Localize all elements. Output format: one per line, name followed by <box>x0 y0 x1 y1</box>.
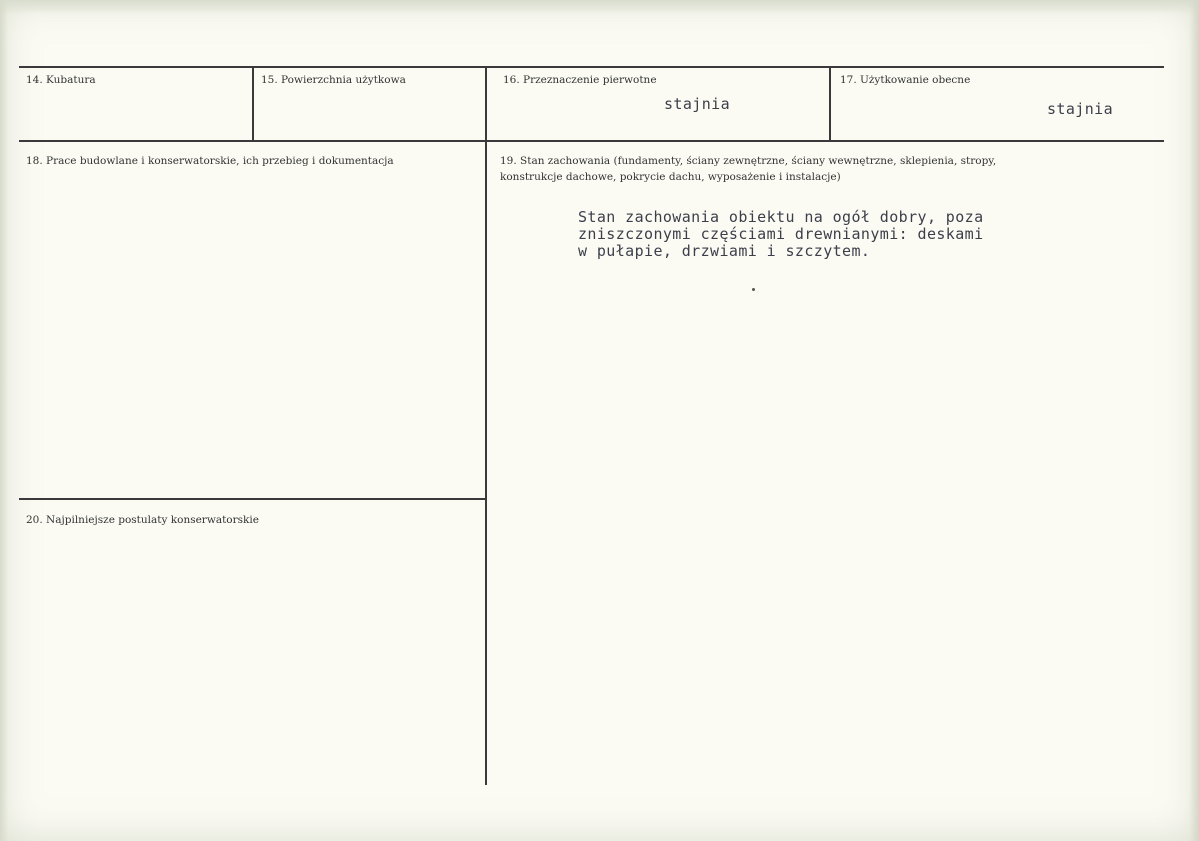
field-16-label: 16. Przeznaczenie pierwotne <box>503 74 657 86</box>
field-19-text-line2: zniszczonymi częściami drewnianymi: deskami <box>578 225 984 243</box>
rule-18-20 <box>19 498 487 500</box>
field-19-text-line1: Stan zachowania obiektu na ogół dobry, poza <box>578 208 984 226</box>
paper-edge-left <box>0 0 8 841</box>
field-19-text-line3: w pułapie, drzwiami i szczytem. <box>578 242 871 260</box>
field-14-label: 14. Kubatura <box>26 74 96 86</box>
field-19-label-line1: 19. Stan zachowania (fundamenty, ściany zewnętrzne, ściany wewnętrzne, sklepienia, stropy, <box>500 155 997 167</box>
divider-16-17 <box>829 66 831 142</box>
center-divider <box>485 140 487 785</box>
paper-edge-top <box>0 0 1199 14</box>
field-16-value: stajnia <box>664 95 731 113</box>
field-19-label-line2: konstrukcje dachowe, pokrycie dachu, wyposażenie i instalacje) <box>500 171 841 183</box>
row1-bottom-rule <box>19 140 1164 142</box>
top-rule <box>19 66 1164 68</box>
field-15-label: 15. Powierzchnia użytkowa <box>261 74 406 86</box>
field-17-value: stajnia <box>1047 100 1114 118</box>
field-18-label: 18. Prace budowlane i konserwatorskie, ich przebieg i dokumentacja <box>26 155 394 167</box>
field-20-label: 20. Najpilniejsze postulaty konserwatorskie <box>26 514 259 526</box>
divider-15-16 <box>485 66 487 142</box>
field-17-label: 17. Użytkowanie obecne <box>840 74 971 86</box>
divider-14-15 <box>252 66 254 142</box>
ink-speck <box>752 288 755 291</box>
paper-edge-right <box>1189 0 1199 841</box>
